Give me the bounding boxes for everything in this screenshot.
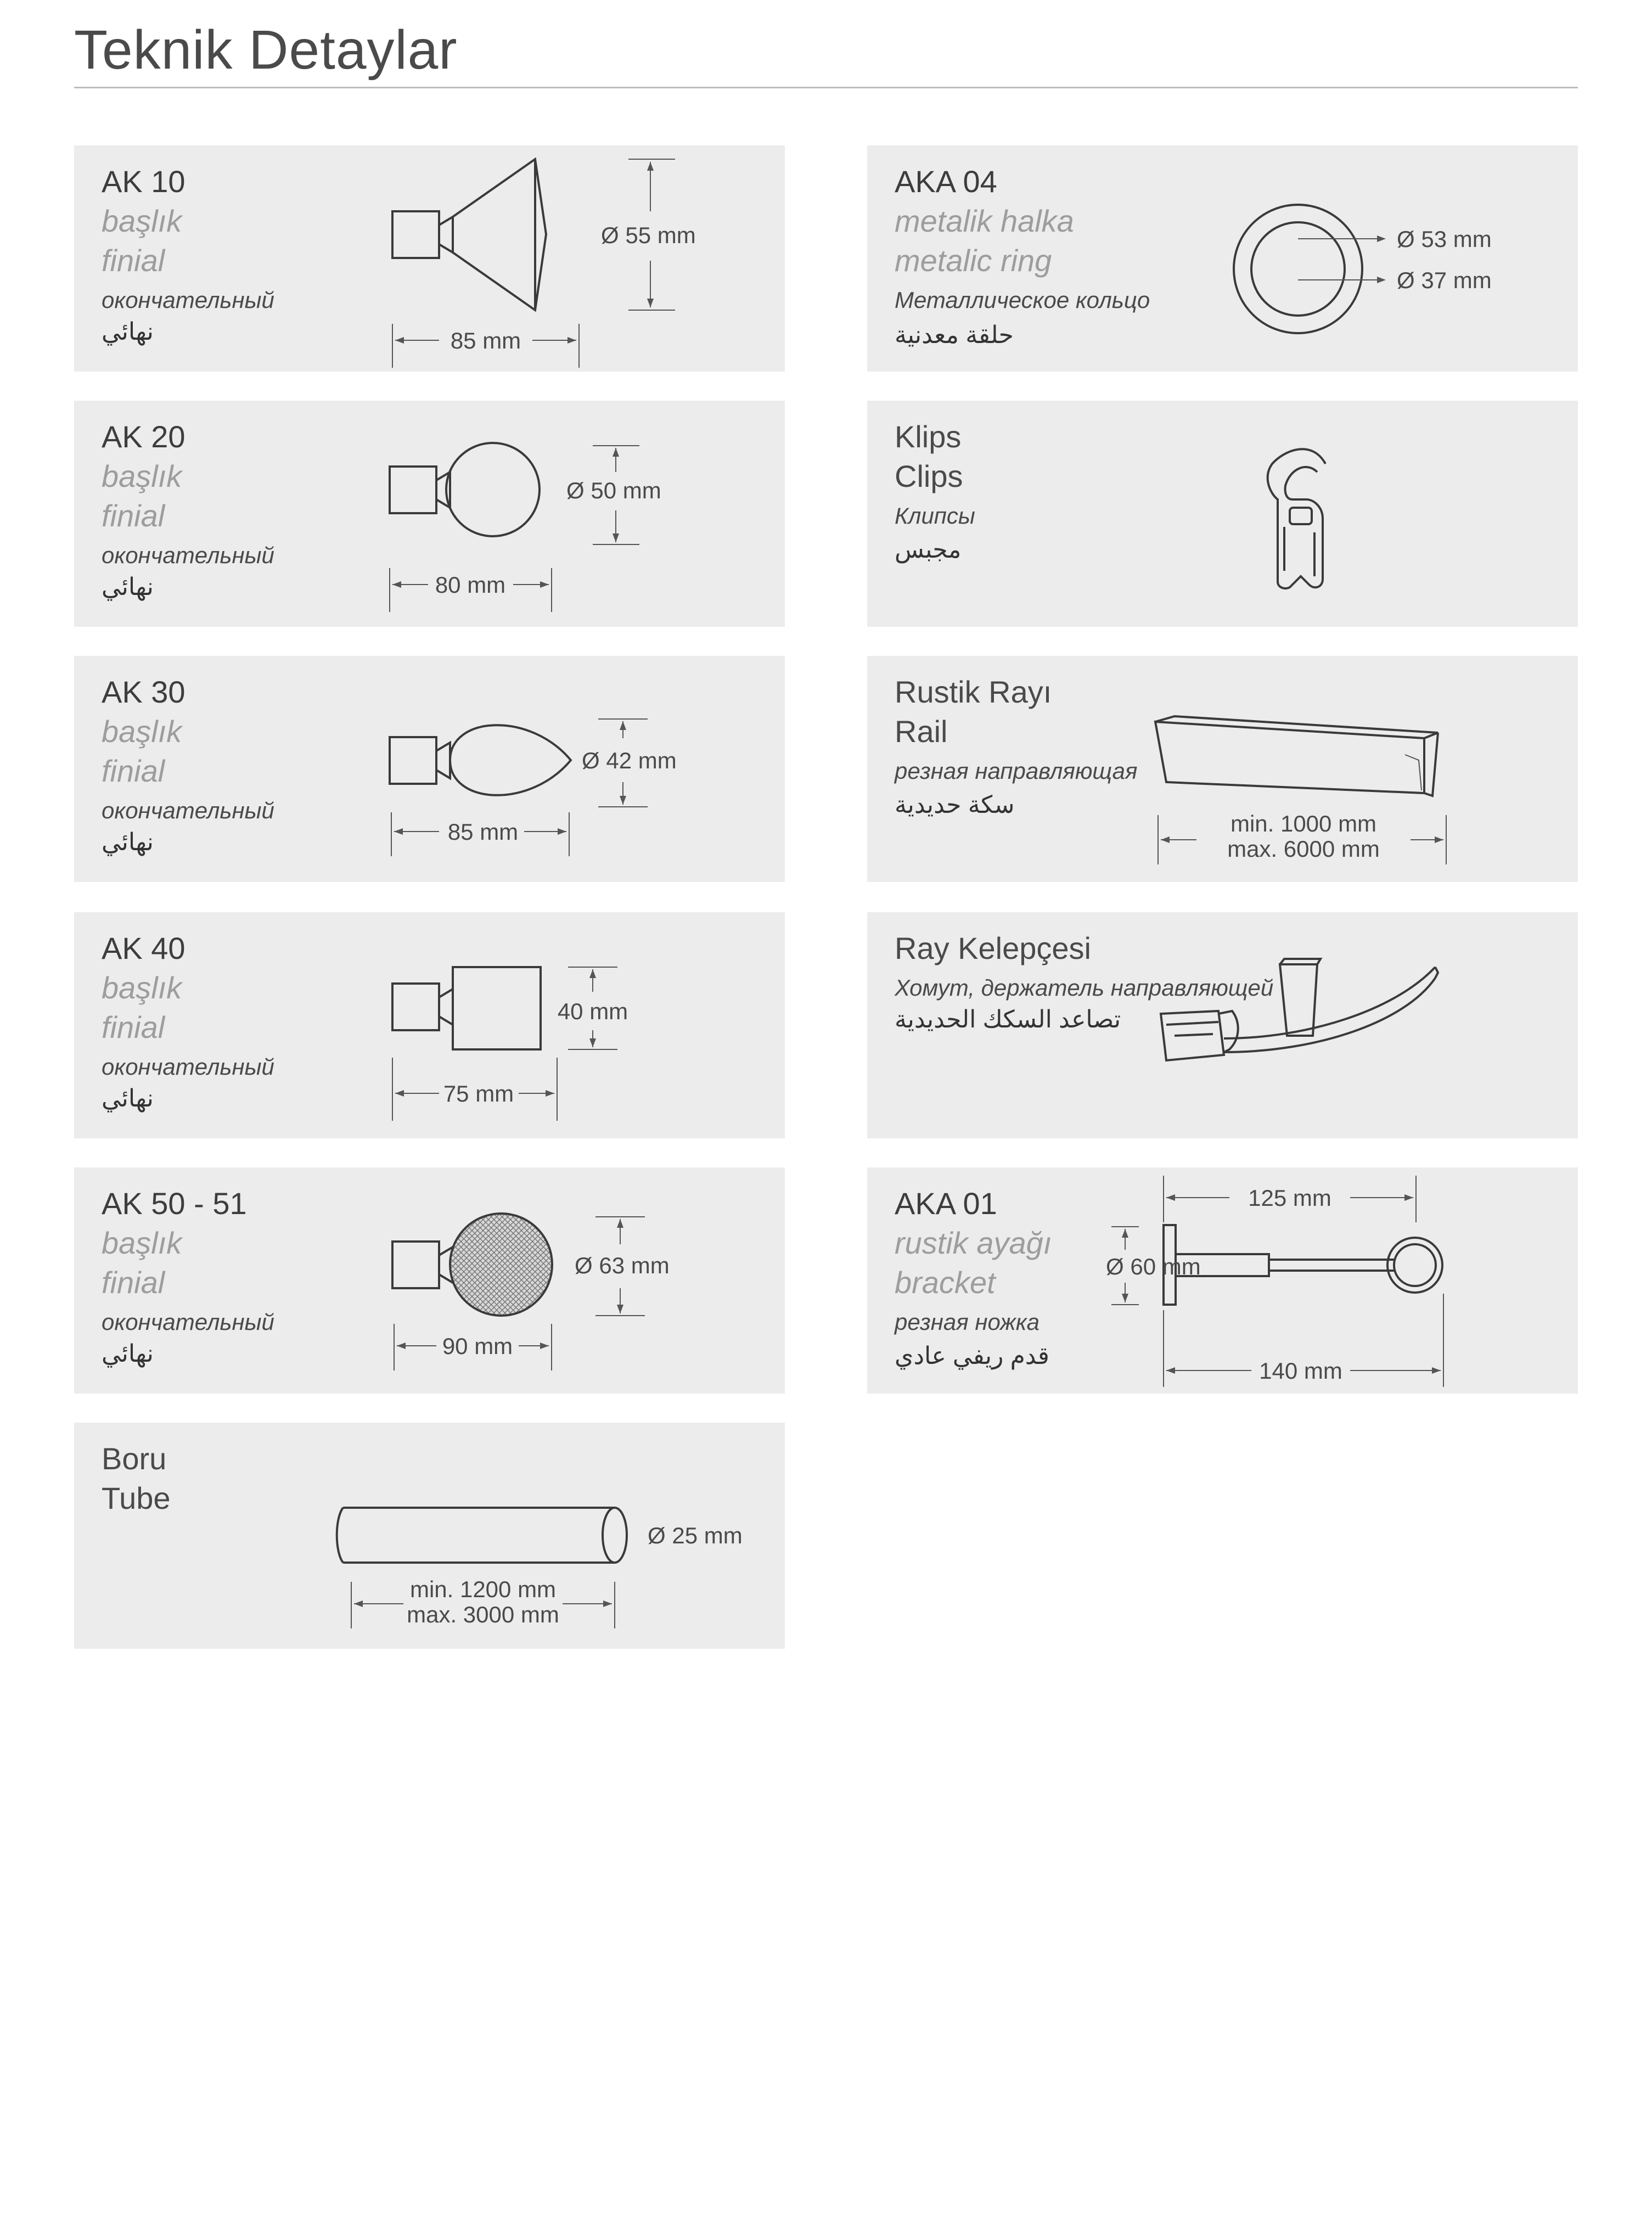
product-code: AK 20 — [102, 419, 186, 454]
ak20-drawing — [74, 401, 785, 627]
product-code: AK 10 — [102, 164, 186, 199]
label-en: metalic ring — [895, 243, 1052, 278]
label-ru: окончательный — [102, 797, 274, 823]
label-ar: نهائي — [102, 1340, 154, 1367]
bracket-drawing — [867, 1167, 1578, 1394]
max-length-label: max. 3000 mm — [407, 1602, 559, 1627]
label-ar: تصاعد السكك الحديدية — [895, 1006, 1121, 1033]
label-ar: نهائي — [102, 574, 154, 600]
clip-drawing — [867, 401, 1578, 627]
label-tr: rustik ayağı — [895, 1226, 1052, 1260]
label-tr: Klips — [895, 419, 962, 454]
label-ru: резная направляющая — [895, 758, 1138, 784]
label-ru: резная ножка — [895, 1309, 1039, 1335]
product-code: AKA 04 — [895, 164, 997, 199]
inner-diameter-label: Ø 37 mm — [1397, 267, 1492, 293]
length-label: 85 mm — [447, 819, 519, 845]
label-ru: Металлическое кольцо — [895, 287, 1150, 313]
label-ar: مجبس — [895, 536, 962, 563]
label-ru: Хомут, держатель направляющей — [895, 975, 1274, 1001]
top-length-label: 125 mm — [1248, 1185, 1331, 1211]
rail-clamp-drawing — [867, 912, 1578, 1138]
min-length-label: min. 1000 mm — [1230, 811, 1377, 836]
diameter-label: Ø 55 mm — [601, 222, 696, 248]
diameter-label: Ø 50 mm — [566, 478, 661, 503]
label-ru: окончательный — [102, 287, 274, 313]
length-label: 90 mm — [442, 1333, 513, 1359]
label-en: finial — [102, 1010, 165, 1044]
page-title: Teknik Detaylar — [74, 19, 458, 81]
card-ak30 — [74, 656, 785, 882]
length-label: 80 mm — [435, 572, 506, 598]
diameter-label: Ø 63 mm — [575, 1252, 670, 1278]
label-ar: قدم ريفي عادي — [895, 1343, 1049, 1369]
card-rustik-rayi — [867, 656, 1578, 882]
label-ru: окончательный — [102, 1309, 274, 1335]
label-tr: Boru — [102, 1441, 167, 1476]
label-tr: başlık — [102, 970, 182, 1005]
label-ru: окончательный — [102, 1054, 274, 1080]
label-en: finial — [102, 754, 165, 788]
length-label: 85 mm — [450, 328, 521, 353]
min-length-label: min. 1200 mm — [409, 1576, 557, 1602]
product-code: AK 50 - 51 — [102, 1186, 247, 1221]
ak10-drawing — [74, 145, 785, 372]
label-ru: окончательный — [102, 542, 274, 568]
label-tr: başlık — [102, 459, 182, 493]
label-ar: سكة حديدية — [895, 791, 1015, 818]
ak50-drawing — [74, 1167, 785, 1394]
product-code: AK 40 — [102, 931, 186, 965]
ring-drawing — [867, 145, 1578, 372]
ak40-drawing — [74, 912, 785, 1138]
label-en: finial — [102, 1265, 165, 1300]
card-ak10 — [74, 145, 785, 372]
bottom-length-label: 140 mm — [1259, 1358, 1342, 1384]
label-ru: Клипсы — [895, 503, 975, 529]
label-tr: başlık — [102, 714, 182, 749]
ak30-drawing — [74, 656, 785, 882]
label-tr: metalik halka — [895, 204, 1074, 238]
height-label: Ø 60 mm — [1106, 1254, 1201, 1279]
diameter-label: Ø 42 mm — [582, 748, 677, 773]
label-ar: نهائي — [102, 318, 154, 345]
card-aka01 — [867, 1167, 1578, 1394]
label-tr: başlık — [102, 1226, 182, 1260]
tube-drawing — [74, 1423, 785, 1649]
height-label: 40 mm — [557, 998, 628, 1024]
card-ak50-51 — [74, 1167, 785, 1394]
label-en: finial — [102, 243, 165, 278]
max-length-label: max. 6000 mm — [1227, 836, 1380, 862]
label-en: bracket — [895, 1265, 996, 1300]
outer-diameter-label: Ø 53 mm — [1397, 226, 1492, 252]
label-ar: حلقة معدنية — [895, 322, 1014, 349]
label-en: finial — [102, 498, 165, 533]
rail-drawing — [867, 656, 1578, 882]
card-boru — [74, 1423, 785, 1649]
card-ak40 — [74, 912, 785, 1138]
label-ar: نهائي — [102, 829, 154, 856]
product-code: AKA 01 — [895, 1186, 997, 1221]
card-klips — [867, 401, 1578, 627]
label-ar: نهائي — [102, 1085, 154, 1112]
label-tr: Rustik Rayı — [895, 675, 1052, 709]
card-ray-kelepcesi — [867, 912, 1578, 1138]
label-tr: Ray Kelepçesi — [895, 931, 1091, 965]
length-label: 75 mm — [443, 1081, 514, 1106]
product-code: AK 30 — [102, 675, 186, 709]
label-en: Rail — [895, 714, 948, 749]
card-ak20 — [74, 401, 785, 627]
title-divider — [74, 87, 1578, 88]
label-en: Tube — [102, 1481, 171, 1515]
card-aka04 — [867, 145, 1578, 372]
label-tr: başlık — [102, 204, 182, 238]
label-en: Clips — [895, 459, 963, 493]
diameter-label: Ø 25 mm — [648, 1523, 743, 1548]
